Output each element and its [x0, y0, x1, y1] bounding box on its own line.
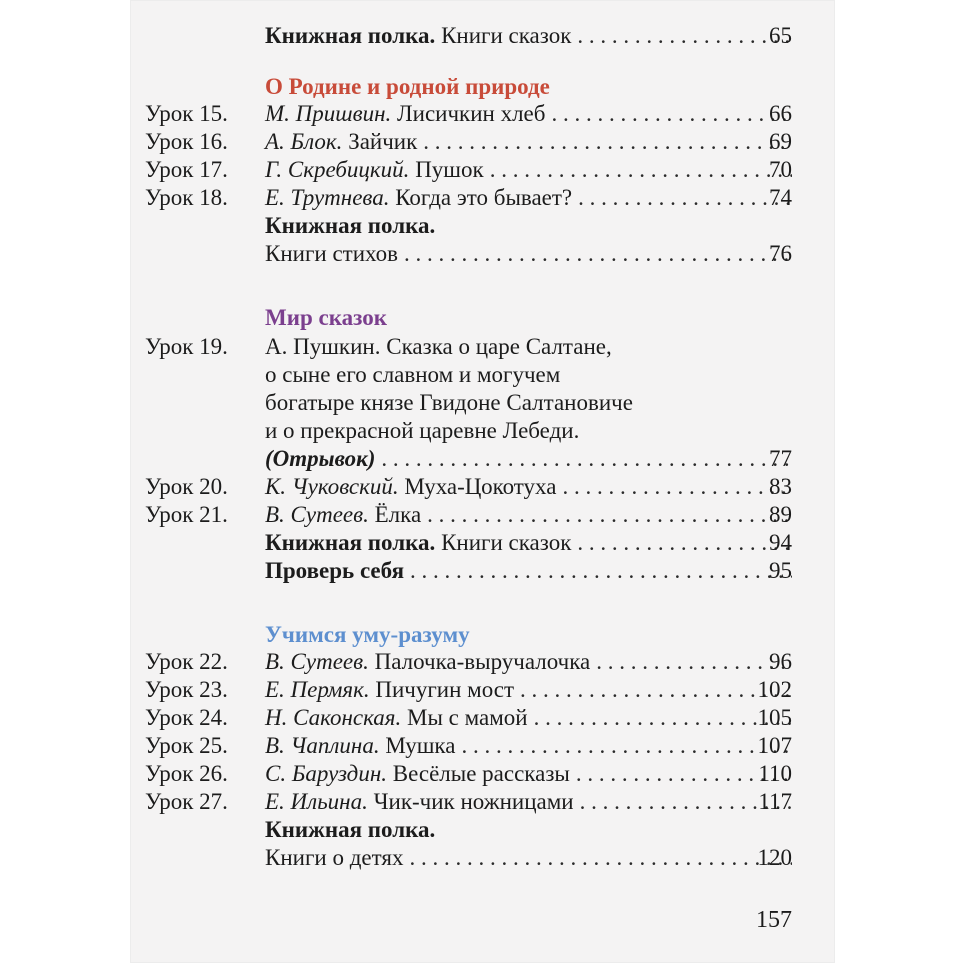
page-number: 65: [769, 23, 792, 48]
toc-entry-lesson-19-cont: [130, 417, 835, 445]
lesson-number: Урок 17.: [145, 157, 228, 182]
shelf-heading: [130, 816, 835, 844]
shelf-label: Книжная полка.: [265, 213, 436, 238]
lesson-number: Урок 20.: [145, 474, 228, 499]
toc-entry-lesson-26: [130, 760, 835, 788]
page-folio-number: 157: [756, 907, 792, 933]
shelf-title: Книги стихов: [265, 241, 399, 266]
work-title: Когда это бывает?: [395, 185, 573, 210]
section-title-learning: Учимся уму-разуму: [265, 622, 470, 647]
toc-entry-lesson-23: [130, 676, 835, 704]
lesson-number: Урок 18.: [145, 185, 228, 210]
leader-dots: [520, 676, 792, 704]
work-title: Палочка-выручалочка: [374, 649, 591, 674]
toc-entry-lesson-18: [130, 184, 835, 212]
leader-dots: [461, 732, 792, 760]
author: М. Пришвин.: [265, 101, 392, 126]
leader-dots: [490, 156, 792, 184]
work-title: Зайчик: [348, 129, 418, 154]
toc-entry-lesson-19-cont: [130, 361, 835, 389]
leader-dots: [427, 501, 792, 529]
toc-entry-lesson-16: [130, 128, 835, 156]
page-number: 69: [769, 129, 792, 154]
lesson-number: Урок 16.: [145, 129, 228, 154]
toc-entry-lesson-25: [130, 732, 835, 760]
shelf-title: Книги о детях: [265, 845, 404, 870]
toc-entry-lesson-17: [130, 156, 835, 184]
work-title-line: о сыне его славном и могучем: [265, 362, 561, 387]
lesson-number: Урок 21.: [145, 502, 228, 527]
author: Н. Саконская.: [265, 705, 402, 730]
section-title-homeland: О Родине и родной природе: [265, 74, 550, 99]
lesson-number: Урок 22.: [145, 649, 228, 674]
work-title-line: Сказка о царе Салтане,: [386, 334, 612, 359]
work-title: Лисичкин хлеб: [397, 101, 546, 126]
shelf-label: Книжная полка.: [265, 23, 436, 48]
leader-dots: [381, 445, 792, 473]
leader-dots: [562, 473, 792, 501]
self-check-label: Проверь себя: [265, 558, 405, 583]
work-title-line: богатыре князе Гвидоне Салтановиче: [265, 390, 633, 415]
shelf-label: Книжная полка.: [265, 817, 436, 842]
work-title: Муха-Цокотуха: [404, 474, 557, 499]
lesson-number: Урок 25.: [145, 733, 228, 758]
toc-entry-lesson-22: [130, 648, 835, 676]
author: Г. Скребицкий.: [265, 157, 410, 182]
leader-dots: [596, 648, 792, 676]
author: К. Чуковский.: [265, 474, 399, 499]
leader-dots: [551, 100, 792, 128]
lesson-number: Урок 27.: [145, 789, 228, 814]
page-number: 77: [769, 446, 792, 471]
work-title: Мы с мамой: [407, 705, 528, 730]
author: В. Сутеев.: [265, 649, 369, 674]
work-title: Мушка: [385, 733, 456, 758]
page-number: 70: [769, 157, 792, 182]
author: А. Пушкин.: [265, 334, 381, 359]
excerpt-note: (Отрывок): [265, 446, 376, 471]
toc-entry-self-check: [130, 557, 835, 585]
page-number: 66: [769, 101, 792, 126]
page-number: 120: [757, 845, 792, 870]
page-number: 110: [758, 761, 792, 786]
leader-dots: [410, 557, 792, 585]
toc-entry-shelf-children: [130, 844, 835, 872]
author: Е. Трутнева.: [265, 185, 390, 210]
page-number: 89: [769, 502, 792, 527]
toc-entry-top-shelf: [130, 22, 835, 50]
page-number: 94: [769, 530, 792, 555]
author: В. Сутеев.: [265, 502, 369, 527]
page-number: 117: [758, 789, 792, 814]
shelf-title: Книги сказок: [441, 530, 572, 555]
toc-entry-lesson-20: [130, 473, 835, 501]
author: В. Чаплина.: [265, 733, 380, 758]
page-number: 74: [769, 185, 792, 210]
toc-entry-shelf-poems: [130, 240, 835, 268]
lesson-number: Урок 15.: [145, 101, 228, 126]
toc-entry-lesson-24: [130, 704, 835, 732]
toc-entry-shelf-tales: [130, 529, 835, 557]
toc-entry-lesson-21: [130, 501, 835, 529]
toc-entry-lesson-15: [130, 100, 835, 128]
folio: [130, 905, 792, 935]
work-title: Весёлые рассказы: [392, 761, 570, 786]
page-number: 102: [757, 677, 792, 702]
page-number: 95: [769, 558, 792, 583]
author: Е. Пермяк.: [265, 677, 370, 702]
leader-dots: [577, 529, 792, 557]
shelf-heading: [130, 212, 835, 240]
page-number: 83: [769, 474, 792, 499]
toc-entry-lesson-19: [130, 333, 835, 361]
page-number: 96: [769, 649, 792, 674]
leader-dots: [409, 844, 792, 872]
book-page: [130, 0, 835, 963]
lesson-number: Урок 19.: [145, 334, 228, 359]
section-title-fairy-tales: Мир сказок: [265, 305, 387, 330]
page-number: 105: [757, 705, 792, 730]
work-title: Чик-чик ножницами: [373, 789, 574, 814]
author: Е. Ильина.: [265, 789, 368, 814]
page-number: 107: [757, 733, 792, 758]
author: А. Блок.: [265, 129, 343, 154]
lesson-number: Урок 23.: [145, 677, 228, 702]
toc-entry-lesson-19-cont: [130, 445, 835, 473]
lesson-number: Урок 26.: [145, 761, 228, 786]
work-title: Пушок: [415, 157, 484, 182]
leader-dots: [534, 704, 792, 732]
work-title: Ёлка: [374, 502, 422, 527]
toc-entry-lesson-27: [130, 788, 835, 816]
lesson-number: Урок 24.: [145, 705, 228, 730]
leader-dots: [423, 128, 792, 156]
work-title: Пичугин мост: [375, 677, 515, 702]
shelf-label: Книжная полка.: [265, 530, 436, 555]
toc-entry-lesson-19-cont: [130, 389, 835, 417]
work-title-line: и о прекрасной царевне Лебеди.: [265, 418, 580, 443]
leader-dots: [578, 184, 792, 212]
leader-dots: [404, 240, 792, 268]
page-number: 76: [769, 241, 792, 266]
shelf-title: Книги сказок: [441, 23, 572, 48]
leader-dots: [577, 22, 792, 50]
author: С. Баруздин.: [265, 761, 387, 786]
